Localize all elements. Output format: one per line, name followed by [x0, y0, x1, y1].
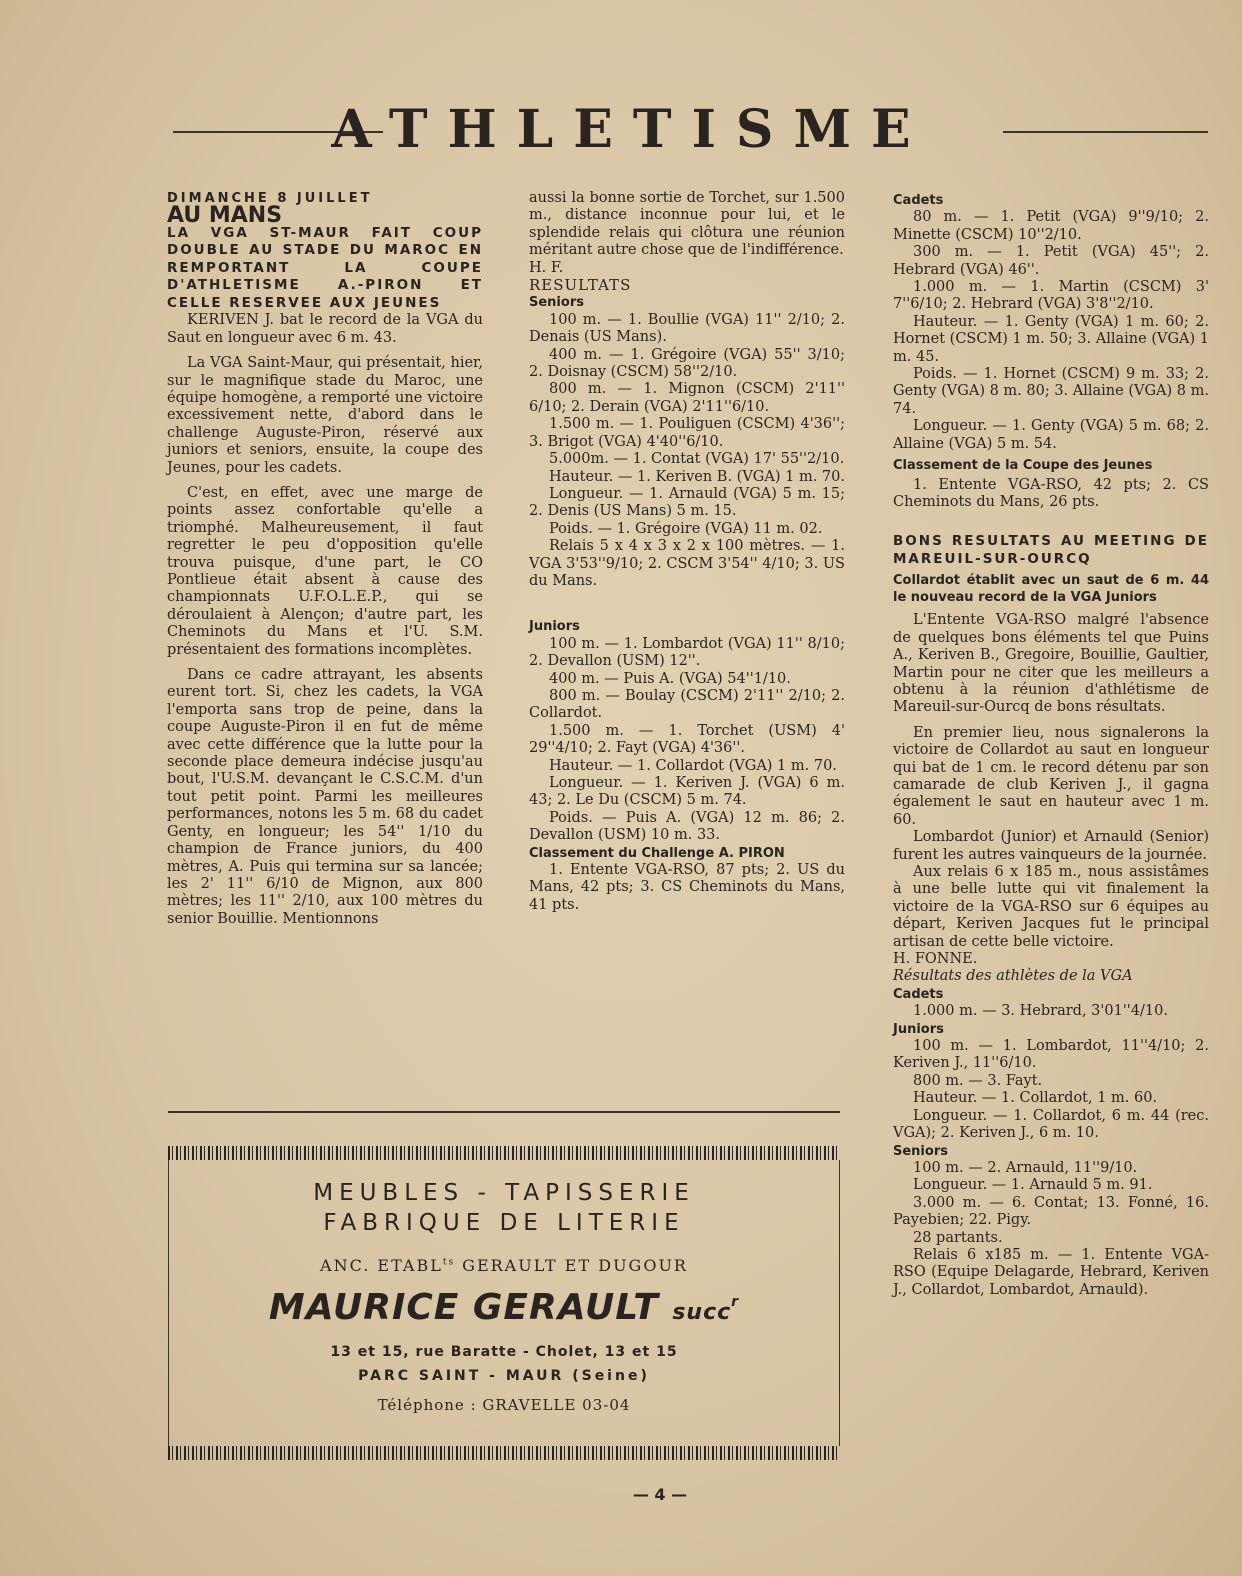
result-line: 1.000 m. — 3. Hebrard, 3'01''4/10. — [913, 1003, 1168, 1020]
result-line: Longueur. — 1. Collardot, 6 m. 44 (rec. VGA); 2. Keriven J., 6 m. 10. — [893, 1107, 1209, 1142]
ad-border-band — [168, 1446, 840, 1460]
page-title-block — [0, 100, 1242, 160]
article-paragraph: KERIVEN J. bat le record de la VGA du Saut en longueur avec 6 m. 43. — [167, 312, 483, 346]
article2-paragraph: Lombardot (Junior) et Arnauld (Senior) furent les autres vainqueurs de la journée. — [893, 829, 1209, 863]
ad-former-prefix: ANC. ETABL — [320, 1256, 443, 1275]
result-line: 800 m. — 3. Fayt. — [913, 1072, 1043, 1089]
article-headline: AU MANS — [167, 203, 283, 229]
ad-line: MEUBLES - TAPISSERIE — [313, 1180, 695, 1206]
article2-signature: H. FONNE. — [893, 951, 978, 968]
result-line: Hauteur. — 1. Collardot (VGA) 1 m. 70. — [549, 757, 837, 774]
ad-content — [168, 1160, 840, 1446]
ad-phone: Téléphone : GRAVELLE 03-04 — [377, 1396, 631, 1414]
ad-line: FABRIQUE DE LITERIE — [323, 1210, 685, 1236]
jeunes-heading: Classement de la Coupe des Jeunes — [893, 458, 1153, 474]
result-line: Longueur. — 1. Keriven J. (VGA) 6 m. 43; 2. Le Du (CSCM) 5 m. 74. — [529, 775, 845, 809]
article-continuation: aussi la bonne sortie de Torchet, sur 1.500 m., distance inconnue pour lui, et le splendide relais qui clôtura une réunion méritant autre chose que de l'indifférence. — [529, 190, 845, 259]
ad-name-main: MAURICE GERAULT — [268, 1287, 659, 1328]
result-line: 100 m. — 1. Lombardot (VGA) 11'' 8/10; 2. Devallon (USM) 12''. — [529, 635, 845, 670]
seniors-heading: Seniors — [529, 295, 584, 311]
article-paragraph: Dans ce cadre attrayant, les absents eurent tort. Si, chez les cadets, la VGA l'emporta sans trop de peine, dans la coupe Auguste-Piron il en fut de même avec cette différence que la lutte pour la seconde place demeura indécise jusqu'au bout, l'U.S.M. devançant le C.S.C.M. d'un tout petit point. Parmi les meilleures performances, notons les 5 m. 68 du cadet Genty, en longueur; les 54'' 1/10 du champion de France juniors, du 400 mètres, A. Puis qui termina sur sa lancée; les 2' 11'' 6/10 de Mignon, aux 800 mètres; les 11'' 2/10, aux 100 mètres du senior Bouillie. Mentionnons — [167, 667, 483, 927]
result-line: Hauteur. — 1. Genty (VGA) 1 m. 60; 2. Hornet (CSCM) 1 m. 50; 3. Allaine (VGA) 1 m. 45. — [893, 313, 1209, 365]
result-line: 28 partants. — [913, 1229, 1003, 1246]
challenge-heading: Classement du Challenge A. PIRON — [529, 845, 785, 861]
ad-former-sup: ts — [442, 1257, 456, 1268]
article-paragraph: La VGA Saint-Maur, qui présentait, hier, sur le magnifique stade du Maroc, une équipe homogène, a remporté une victoire excessivement nette, d'abord dans le challenge Auguste-Piron, réservé aux juniors et seniors, ensuite, la coupe des Jeunes, pour les cadets. — [167, 355, 483, 476]
jeunes-standings: 1. Entente VGA-RSO, 42 pts; 2. CS Cheminots du Mans, 26 pts. — [893, 476, 1209, 510]
article2-paragraph: L'Entente VGA-RSO malgré l'absence de quelques bons éléments tel que Puins A., Keriven B., Gregoire, Bouillie, Gaultier, Martin pour ne citer que les meilleurs a obtenu à la réunion d'athlétisme de Mareuil-sur-Ourcq de bons résultats. — [893, 612, 1209, 716]
result-line: 1.500 m. — 1. Pouliguen (CSCM) 4'36''; 3. Brigot (VGA) 4'40''6/10. — [529, 416, 845, 450]
cadets-heading: Cadets — [893, 193, 944, 208]
result-line: Hauteur. — 1. Collardot, 1 m. 60. — [913, 1090, 1158, 1107]
result-line: 800 m. — Boulay (CSCM) 2'11'' 2/10; 2. Collardot. — [529, 687, 845, 722]
vga-cadets-heading: Cadets — [893, 986, 944, 1002]
ad-name-suffix: succ — [672, 1300, 732, 1325]
ad-former-firm — [169, 1256, 839, 1275]
result-line: 5.000m. — 1. Contat (VGA) 17' 55''2/10. — [549, 451, 845, 468]
result-line: Poids. — 1. Hornet (CSCM) 9 m. 33; 2. Genty (VGA) 8 m. 80; 3. Allaine (VGA) 8 m. 74. — [893, 366, 1209, 417]
ad-top-rule — [168, 1111, 840, 1113]
result-line: 400 m. — 1. Grégoire (VGA) 55'' 3/10; 2. Doisnay (CSCM) 58''2/10. — [529, 346, 845, 381]
vga-seniors-heading: Seniors — [893, 1143, 948, 1159]
article2-deck: Collardot établit avec un saut de 6 m. 44 le nouveau record de la VGA Juniors — [893, 573, 1209, 606]
juniors-heading: Juniors — [529, 619, 580, 635]
article-paragraph: C'est, en effet, avec une marge de points assez confortable qu'elle a triomphé. Malheureusement, il faut regretter le peu d'opposition qu'elle trouva puisque, d'une part, le CO Pontlieue était absent à cause des championnats U.F.O.L.E.P., qui se déroulaient à Alençon; d'autre part, les Cheminots du Mans et l'U. S.M. présentaient des formations incomplètes. — [167, 484, 483, 658]
result-line: 100 m. — 2. Arnauld, 11''9/10. — [913, 1159, 1138, 1176]
title-rule-right — [1003, 131, 1208, 133]
result-line: 1.500 m. — 1. Torchet (USM) 4' 29''4/10; 2. Fayt (VGA) 4'36''. — [529, 722, 845, 757]
advertisement — [168, 1146, 840, 1460]
result-line: 1.000 m. — 1. Martin (CSCM) 3' 7''6/10; 2. Hebrard (VGA) 3'8''2/10. — [893, 279, 1209, 313]
article-signature: H. F. — [529, 259, 564, 276]
result-line: Longueur. — 1. Arnauld (VGA) 5 m. 15; 2. Denis (US Mans) 5 m. 15. — [529, 485, 845, 520]
result-line: Relais 6 x185 m. — 1. Entente VGA-RSO (Equipe Delagarde, Hebrard, Keriven J., Collardot, Lombardot, Arnauld). — [893, 1246, 1209, 1298]
result-line: 300 m. — 1. Petit (VGA) 45''; 2. Hebrard (VGA) 46''. — [893, 244, 1209, 278]
result-line: Relais 5 x 4 x 3 x 2 x 100 mètres. — 1. VGA 3'53''9/10; 2. CSCM 3'54'' 4/10; 3. US du Mans. — [529, 538, 845, 589]
vga-juniors-heading: Juniors — [893, 1021, 944, 1037]
article2-headline: BONS RESULTATS AU MEETING DE MAREUIL-SUR-OURCQ — [893, 533, 1209, 567]
result-line: 400 m. — Puis A. (VGA) 54''1/10. — [549, 670, 791, 687]
result-line: Poids. — Puis A. (VGA) 12 m. 86; 2. Devallon (USM) 10 m. 33. — [529, 809, 845, 844]
article-kicker: DIMANCHE 8 JUILLET — [167, 191, 373, 206]
ad-former-suffix: GERAULT ET DUGOUR — [462, 1256, 688, 1275]
article2-paragraph: Aux relais 6 x 185 m., nous assistâmes à une belle lutte qui vit finalement la victoire de la VGA-RSO sur 6 équipes au départ, Keriven Jacques fut le principal artisan de cette belle victoire. — [893, 864, 1209, 950]
ad-address: 13 et 15, rue Baratte - Cholet, 13 et 15 — [330, 1344, 678, 1360]
result-line: 800 m. — 1. Mignon (CSCM) 2'11'' 6/10; 2. Derain (VGA) 2'11''6/10. — [529, 381, 845, 415]
vga-results-heading: Résultats des athlètes de la VGA — [893, 968, 1133, 985]
result-line: 100 m. — 1. Lombardot, 11''4/10; 2. Keriven J., 11''6/10. — [893, 1038, 1209, 1072]
ad-place: PARC SAINT - MAUR (Seine) — [358, 1368, 650, 1384]
article-deck: LA VGA ST-MAUR FAIT COUP DOUBLE AU STADE DU MAROC EN REMPORTANT LA COUPE D'ATHLETISME A.-PIRON ET CELLE RESERVEE AUX JEUNES — [167, 224, 483, 311]
result-line: 3.000 m. — 6. Contat; 13. Fonné, 16. Payebien; 22. Pigy. — [893, 1194, 1209, 1229]
result-line: Longueur. — 1. Arnauld 5 m. 91. — [913, 1177, 1153, 1194]
page-title: ATHLETISME — [331, 99, 931, 160]
result-line: Hauteur. — 1. Keriven B. (VGA) 1 m. 70. — [549, 468, 845, 485]
challenge-standings: 1. Entente VGA-RSO, 87 pts; 2. US du Mans, 42 pts; 3. CS Cheminots du Mans, 41 pts. — [529, 862, 845, 913]
column-1 — [167, 190, 483, 928]
page-number: — 4 — — [632, 1485, 688, 1504]
article2-paragraph: En premier lieu, nous signalerons la victoire de Collardot au saut en longueur qui bat de 1 cm. le record détenu par son camarade de club Keriven J., il gagna également le saut en hauteur avec 1 m. 60. — [893, 724, 1209, 828]
results-heading: RESULTATS — [529, 276, 632, 295]
ad-name-sup: r — [731, 1294, 740, 1310]
ad-business-name — [169, 1287, 839, 1328]
result-line: 100 m. — 1. Boullie (VGA) 11'' 2/10; 2. Denais (US Mans). — [529, 311, 845, 346]
result-line: 80 m. — 1. Petit (VGA) 9''9/10; 2. Minette (CSCM) 10''2/10. — [893, 209, 1209, 243]
column-3 — [893, 190, 1209, 1299]
column-2 — [529, 190, 845, 914]
result-line: Poids. — 1. Grégoire (VGA) 11 m. 02. — [549, 520, 823, 537]
result-line: Longueur. — 1. Genty (VGA) 5 m. 68; 2. Allaine (VGA) 5 m. 54. — [893, 418, 1209, 452]
ad-border-band — [168, 1146, 840, 1160]
